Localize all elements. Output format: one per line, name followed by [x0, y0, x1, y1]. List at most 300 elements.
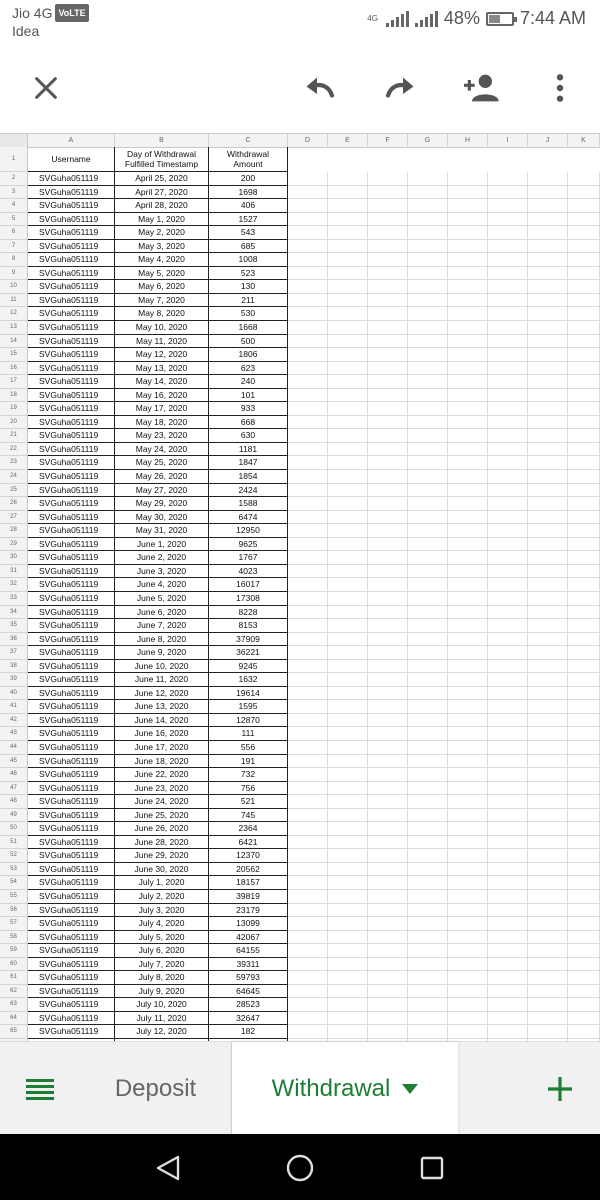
empty-cell[interactable]: [528, 321, 568, 335]
cell-amount[interactable]: 200: [209, 172, 288, 186]
row-number[interactable]: 19: [0, 402, 28, 416]
empty-cell[interactable]: [528, 213, 568, 227]
empty-cell[interactable]: [568, 321, 600, 335]
empty-cell[interactable]: [328, 565, 368, 579]
empty-cell[interactable]: [328, 321, 368, 335]
empty-cell[interactable]: [488, 876, 528, 890]
cell-timestamp[interactable]: June 28, 2020: [115, 836, 209, 850]
empty-cell[interactable]: [488, 565, 528, 579]
empty-cell[interactable]: [328, 890, 368, 904]
cell-username[interactable]: SVGuha051119: [28, 822, 115, 836]
cell-timestamp[interactable]: May 12, 2020: [115, 348, 209, 362]
cell-amount[interactable]: 523: [209, 267, 288, 281]
empty-cell[interactable]: [568, 199, 600, 213]
empty-cell[interactable]: [328, 348, 368, 362]
empty-cell[interactable]: [568, 944, 600, 958]
row-number[interactable]: 44: [0, 741, 28, 755]
empty-cell[interactable]: [448, 348, 488, 362]
empty-cell[interactable]: [528, 985, 568, 999]
empty-cell[interactable]: [528, 443, 568, 457]
row-number[interactable]: 35: [0, 619, 28, 633]
cell-timestamp[interactable]: June 18, 2020: [115, 755, 209, 769]
empty-cell[interactable]: [448, 240, 488, 254]
empty-cell[interactable]: [488, 673, 528, 687]
cell-username[interactable]: SVGuha051119: [28, 402, 115, 416]
empty-cell[interactable]: [408, 402, 448, 416]
empty-cell[interactable]: [328, 578, 368, 592]
row-number[interactable]: 28: [0, 524, 28, 538]
cell-username[interactable]: SVGuha051119: [28, 660, 115, 674]
empty-cell[interactable]: [328, 917, 368, 931]
empty-cell[interactable]: [488, 782, 528, 796]
cell-username[interactable]: SVGuha051119: [28, 1025, 115, 1039]
empty-cell[interactable]: [568, 904, 600, 918]
empty-cell[interactable]: [368, 592, 408, 606]
empty-cell[interactable]: [288, 1025, 328, 1039]
empty-cell[interactable]: [488, 199, 528, 213]
empty-cell[interactable]: [528, 375, 568, 389]
empty-cell[interactable]: [568, 822, 600, 836]
empty-cell[interactable]: [568, 755, 600, 769]
cell-amount[interactable]: 1632: [209, 673, 288, 687]
cell-timestamp[interactable]: May 25, 2020: [115, 456, 209, 470]
empty-cell[interactable]: [288, 443, 328, 457]
cell-amount[interactable]: 1668: [209, 321, 288, 335]
empty-cell[interactable]: [408, 199, 448, 213]
empty-cell[interactable]: [368, 348, 408, 362]
empty-cell[interactable]: [488, 307, 528, 321]
empty-cell[interactable]: [568, 998, 600, 1012]
empty-cell[interactable]: [408, 768, 448, 782]
empty-cell[interactable]: [528, 497, 568, 511]
empty-cell[interactable]: [448, 511, 488, 525]
cell-username[interactable]: SVGuha051119: [28, 199, 115, 213]
row-number[interactable]: 13: [0, 321, 28, 335]
cell-amount[interactable]: 1008: [209, 253, 288, 267]
empty-cell[interactable]: [528, 199, 568, 213]
cell-amount[interactable]: 1595: [209, 700, 288, 714]
row-number[interactable]: 20: [0, 416, 28, 430]
cell-timestamp[interactable]: May 7, 2020: [115, 294, 209, 308]
empty-cell[interactable]: [368, 335, 408, 349]
row-number[interactable]: 56: [0, 904, 28, 918]
cell-username[interactable]: SVGuha051119: [28, 592, 115, 606]
empty-cell[interactable]: [408, 795, 448, 809]
empty-cell[interactable]: [568, 538, 600, 552]
empty-cell[interactable]: [448, 931, 488, 945]
cell-timestamp[interactable]: May 16, 2020: [115, 389, 209, 403]
empty-cell[interactable]: [568, 836, 600, 850]
empty-cell[interactable]: [568, 226, 600, 240]
cell-username[interactable]: SVGuha051119: [28, 917, 115, 931]
empty-cell[interactable]: [368, 1025, 408, 1039]
empty-cell[interactable]: [368, 321, 408, 335]
empty-cell[interactable]: [528, 307, 568, 321]
empty-cell[interactable]: [288, 240, 328, 254]
cell-username[interactable]: SVGuha051119: [28, 700, 115, 714]
empty-cell[interactable]: [368, 863, 408, 877]
empty-cell[interactable]: [328, 592, 368, 606]
empty-cell[interactable]: [568, 294, 600, 308]
empty-cell[interactable]: [288, 348, 328, 362]
empty-cell[interactable]: [568, 1012, 600, 1026]
tab-deposit[interactable]: [80, 1042, 232, 1135]
empty-cell[interactable]: [528, 755, 568, 769]
empty-cell[interactable]: [288, 768, 328, 782]
empty-cell[interactable]: [328, 958, 368, 972]
cell-timestamp[interactable]: June 7, 2020: [115, 619, 209, 633]
cell-amount[interactable]: 668: [209, 416, 288, 430]
empty-cell[interactable]: [528, 917, 568, 931]
empty-cell[interactable]: [408, 890, 448, 904]
cell-username[interactable]: SVGuha051119: [28, 551, 115, 565]
empty-cell[interactable]: [448, 389, 488, 403]
empty-cell[interactable]: [368, 226, 408, 240]
empty-cell[interactable]: [488, 253, 528, 267]
empty-cell[interactable]: [408, 497, 448, 511]
empty-cell[interactable]: [328, 944, 368, 958]
empty-cell[interactable]: [568, 985, 600, 999]
empty-cell[interactable]: [448, 741, 488, 755]
empty-cell[interactable]: [528, 1025, 568, 1039]
empty-cell[interactable]: [448, 633, 488, 647]
empty-cell[interactable]: [288, 362, 328, 376]
empty-cell[interactable]: [408, 172, 448, 186]
empty-cell[interactable]: [288, 890, 328, 904]
cell-username[interactable]: SVGuha051119: [28, 416, 115, 430]
empty-cell[interactable]: [528, 565, 568, 579]
cell-username[interactable]: SVGuha051119: [28, 497, 115, 511]
empty-cell[interactable]: [328, 931, 368, 945]
empty-cell[interactable]: [568, 890, 600, 904]
cell-amount[interactable]: 211: [209, 294, 288, 308]
empty-cell[interactable]: [568, 660, 600, 674]
column-header-b[interactable]: B: [115, 134, 209, 147]
empty-cell[interactable]: [448, 524, 488, 538]
cell-timestamp[interactable]: June 6, 2020: [115, 606, 209, 620]
empty-cell[interactable]: [528, 890, 568, 904]
empty-cell[interactable]: [568, 727, 600, 741]
cell-timestamp[interactable]: June 9, 2020: [115, 646, 209, 660]
cell-username[interactable]: SVGuha051119: [28, 429, 115, 443]
empty-cell[interactable]: [448, 321, 488, 335]
cell-username[interactable]: SVGuha051119: [28, 876, 115, 890]
empty-cell[interactable]: [408, 971, 448, 985]
empty-cell[interactable]: [568, 186, 600, 200]
empty-cell[interactable]: [568, 633, 600, 647]
empty-cell[interactable]: [408, 863, 448, 877]
empty-cell[interactable]: [368, 849, 408, 863]
empty-cell[interactable]: [568, 213, 600, 227]
empty-cell[interactable]: [368, 917, 408, 931]
cell-amount[interactable]: 23179: [209, 904, 288, 918]
empty-cell[interactable]: [288, 673, 328, 687]
empty-cell[interactable]: [488, 836, 528, 850]
column-header-c[interactable]: C: [209, 134, 288, 147]
empty-cell[interactable]: [288, 809, 328, 823]
empty-cell[interactable]: [368, 511, 408, 525]
empty-cell[interactable]: [568, 470, 600, 484]
empty-cell[interactable]: [528, 822, 568, 836]
empty-cell[interactable]: [288, 646, 328, 660]
cell-amount[interactable]: 1854: [209, 470, 288, 484]
row-number[interactable]: 49: [0, 809, 28, 823]
empty-cell[interactable]: [288, 727, 328, 741]
empty-cell[interactable]: [528, 633, 568, 647]
empty-cell[interactable]: [328, 429, 368, 443]
row-number[interactable]: 58: [0, 931, 28, 945]
empty-cell[interactable]: [488, 484, 528, 498]
row-number[interactable]: 65: [0, 1025, 28, 1039]
row-number[interactable]: 34: [0, 606, 28, 620]
empty-cell[interactable]: [568, 809, 600, 823]
empty-cell[interactable]: [328, 700, 368, 714]
row-number[interactable]: 8: [0, 253, 28, 267]
cell-timestamp[interactable]: June 8, 2020: [115, 633, 209, 647]
empty-cell[interactable]: [568, 863, 600, 877]
empty-cell[interactable]: [328, 375, 368, 389]
empty-cell[interactable]: [368, 429, 408, 443]
empty-cell[interactable]: [328, 1012, 368, 1026]
cell-amount[interactable]: 130: [209, 280, 288, 294]
empty-cell[interactable]: [408, 998, 448, 1012]
empty-cell[interactable]: [368, 714, 408, 728]
empty-cell[interactable]: [328, 714, 368, 728]
empty-cell[interactable]: [368, 971, 408, 985]
empty-cell[interactable]: [368, 606, 408, 620]
empty-cell[interactable]: [328, 335, 368, 349]
cell-amount[interactable]: 1698: [209, 186, 288, 200]
row-number[interactable]: 60: [0, 958, 28, 972]
cell-timestamp[interactable]: June 5, 2020: [115, 592, 209, 606]
cell-amount[interactable]: 630: [209, 429, 288, 443]
empty-cell[interactable]: [288, 253, 328, 267]
empty-cell[interactable]: [408, 687, 448, 701]
cell-amount[interactable]: 2424: [209, 484, 288, 498]
empty-cell[interactable]: [408, 416, 448, 430]
empty-cell[interactable]: [568, 389, 600, 403]
empty-cell[interactable]: [368, 240, 408, 254]
empty-cell[interactable]: [328, 240, 368, 254]
empty-cell[interactable]: [408, 213, 448, 227]
empty-cell[interactable]: [328, 226, 368, 240]
empty-cell[interactable]: [288, 836, 328, 850]
cell-timestamp[interactable]: May 13, 2020: [115, 362, 209, 376]
cell-amount[interactable]: 18157: [209, 876, 288, 890]
row-number[interactable]: 42: [0, 714, 28, 728]
row-number[interactable]: 33: [0, 592, 28, 606]
empty-cell[interactable]: [368, 199, 408, 213]
empty-cell[interactable]: [448, 822, 488, 836]
empty-cell[interactable]: [488, 755, 528, 769]
empty-cell[interactable]: [368, 443, 408, 457]
empty-cell[interactable]: [568, 1025, 600, 1039]
cell-amount[interactable]: 530: [209, 307, 288, 321]
empty-cell[interactable]: [528, 931, 568, 945]
empty-cell[interactable]: [368, 931, 408, 945]
empty-cell[interactable]: [328, 538, 368, 552]
empty-cell[interactable]: [488, 443, 528, 457]
cell-amount[interactable]: 101: [209, 389, 288, 403]
cell-timestamp[interactable]: July 11, 2020: [115, 1012, 209, 1026]
empty-cell[interactable]: [328, 904, 368, 918]
empty-cell[interactable]: [488, 700, 528, 714]
empty-cell[interactable]: [448, 226, 488, 240]
empty-cell[interactable]: [288, 551, 328, 565]
cell-username[interactable]: SVGuha051119: [28, 456, 115, 470]
empty-cell[interactable]: [488, 240, 528, 254]
cell-username[interactable]: SVGuha051119: [28, 849, 115, 863]
cell-username[interactable]: SVGuha051119: [28, 267, 115, 281]
empty-cell[interactable]: [568, 348, 600, 362]
empty-cell[interactable]: [408, 186, 448, 200]
empty-cell[interactable]: [328, 199, 368, 213]
empty-cell[interactable]: [448, 890, 488, 904]
empty-cell[interactable]: [528, 240, 568, 254]
select-all-corner[interactable]: [0, 134, 28, 147]
empty-cell[interactable]: [368, 646, 408, 660]
empty-cell[interactable]: [368, 1012, 408, 1026]
empty-cell[interactable]: [328, 470, 368, 484]
empty-cell[interactable]: [568, 917, 600, 931]
row-number[interactable]: 15: [0, 348, 28, 362]
empty-cell[interactable]: [328, 633, 368, 647]
row-number[interactable]: 54: [0, 876, 28, 890]
empty-cell[interactable]: [408, 1012, 448, 1026]
empty-cell[interactable]: [288, 795, 328, 809]
empty-cell[interactable]: [448, 863, 488, 877]
empty-cell[interactable]: [448, 619, 488, 633]
empty-cell[interactable]: [488, 660, 528, 674]
cell-amount[interactable]: 6421: [209, 836, 288, 850]
empty-cell[interactable]: [528, 578, 568, 592]
cell-username[interactable]: SVGuha051119: [28, 362, 115, 376]
empty-cell[interactable]: [288, 199, 328, 213]
empty-cell[interactable]: [288, 849, 328, 863]
empty-cell[interactable]: [448, 402, 488, 416]
empty-cell[interactable]: [328, 484, 368, 498]
empty-cell[interactable]: [488, 362, 528, 376]
cell-amount[interactable]: 191: [209, 755, 288, 769]
header-username[interactable]: Username: [28, 147, 115, 172]
cell-username[interactable]: SVGuha051119: [28, 727, 115, 741]
cell-timestamp[interactable]: June 4, 2020: [115, 578, 209, 592]
empty-cell[interactable]: [288, 755, 328, 769]
dropdown-arrow-icon[interactable]: [402, 1084, 418, 1094]
empty-cell[interactable]: [288, 172, 328, 186]
row-number[interactable]: 4: [0, 199, 28, 213]
row-number[interactable]: 3: [0, 186, 28, 200]
empty-cell[interactable]: [488, 280, 528, 294]
cell-timestamp[interactable]: June 12, 2020: [115, 687, 209, 701]
empty-cell[interactable]: [408, 1025, 448, 1039]
empty-cell[interactable]: [328, 307, 368, 321]
empty-cell[interactable]: [568, 267, 600, 281]
cell-username[interactable]: SVGuha051119: [28, 470, 115, 484]
tab-withdrawal[interactable]: [232, 1042, 458, 1135]
cell-timestamp[interactable]: June 22, 2020: [115, 768, 209, 782]
empty-cell[interactable]: [568, 280, 600, 294]
cell-username[interactable]: SVGuha051119: [28, 389, 115, 403]
empty-cell[interactable]: [528, 673, 568, 687]
empty-cell[interactable]: [288, 511, 328, 525]
empty-cell[interactable]: [408, 551, 448, 565]
empty-cell[interactable]: [368, 782, 408, 796]
column-header-f[interactable]: F: [368, 134, 408, 147]
cell-amount[interactable]: 36221: [209, 646, 288, 660]
cell-username[interactable]: SVGuha051119: [28, 904, 115, 918]
empty-cell[interactable]: [448, 253, 488, 267]
empty-cell[interactable]: [328, 280, 368, 294]
empty-cell[interactable]: [488, 470, 528, 484]
cell-username[interactable]: SVGuha051119: [28, 484, 115, 498]
empty-cell[interactable]: [568, 307, 600, 321]
empty-cell[interactable]: [568, 782, 600, 796]
empty-cell[interactable]: [368, 904, 408, 918]
empty-cell[interactable]: [408, 362, 448, 376]
empty-cell[interactable]: [448, 673, 488, 687]
cell-username[interactable]: SVGuha051119: [28, 633, 115, 647]
cell-timestamp[interactable]: June 3, 2020: [115, 565, 209, 579]
empty-cell[interactable]: [288, 416, 328, 430]
cell-username[interactable]: SVGuha051119: [28, 931, 115, 945]
empty-cell[interactable]: [568, 592, 600, 606]
empty-cell[interactable]: [288, 497, 328, 511]
empty-cell[interactable]: [568, 958, 600, 972]
row-number[interactable]: 50: [0, 822, 28, 836]
column-header-k[interactable]: K: [568, 134, 600, 147]
empty-cell[interactable]: [288, 307, 328, 321]
cell-amount[interactable]: 39311: [209, 958, 288, 972]
empty-cell[interactable]: [288, 782, 328, 796]
empty-cell[interactable]: [488, 226, 528, 240]
empty-cell[interactable]: [408, 944, 448, 958]
empty-cell[interactable]: [528, 362, 568, 376]
cell-timestamp[interactable]: June 17, 2020: [115, 741, 209, 755]
empty-cell[interactable]: [488, 429, 528, 443]
empty-cell[interactable]: [408, 335, 448, 349]
cell-username[interactable]: SVGuha051119: [28, 375, 115, 389]
empty-cell[interactable]: [528, 849, 568, 863]
empty-cell[interactable]: [288, 619, 328, 633]
column-header-e[interactable]: E: [328, 134, 368, 147]
cell-amount[interactable]: 19614: [209, 687, 288, 701]
cell-username[interactable]: SVGuha051119: [28, 443, 115, 457]
empty-cell[interactable]: [568, 402, 600, 416]
empty-cell[interactable]: [528, 727, 568, 741]
cell-username[interactable]: SVGuha051119: [28, 280, 115, 294]
empty-cell[interactable]: [328, 443, 368, 457]
column-header-j[interactable]: J: [528, 134, 568, 147]
empty-cell[interactable]: [408, 809, 448, 823]
empty-cell[interactable]: [448, 172, 488, 186]
cell-timestamp[interactable]: May 30, 2020: [115, 511, 209, 525]
empty-cell[interactable]: [488, 890, 528, 904]
empty-cell[interactable]: [368, 402, 408, 416]
empty-cell[interactable]: [488, 741, 528, 755]
row-number[interactable]: 24: [0, 470, 28, 484]
empty-cell[interactable]: [448, 1025, 488, 1039]
empty-cell[interactable]: [368, 944, 408, 958]
back-button[interactable]: [152, 1152, 184, 1184]
empty-cell[interactable]: [568, 971, 600, 985]
empty-cell[interactable]: [368, 619, 408, 633]
empty-cell[interactable]: [488, 931, 528, 945]
cell-amount[interactable]: 59793: [209, 971, 288, 985]
empty-cell[interactable]: [568, 687, 600, 701]
row-number[interactable]: 6: [0, 226, 28, 240]
cell-amount[interactable]: 1588: [209, 497, 288, 511]
